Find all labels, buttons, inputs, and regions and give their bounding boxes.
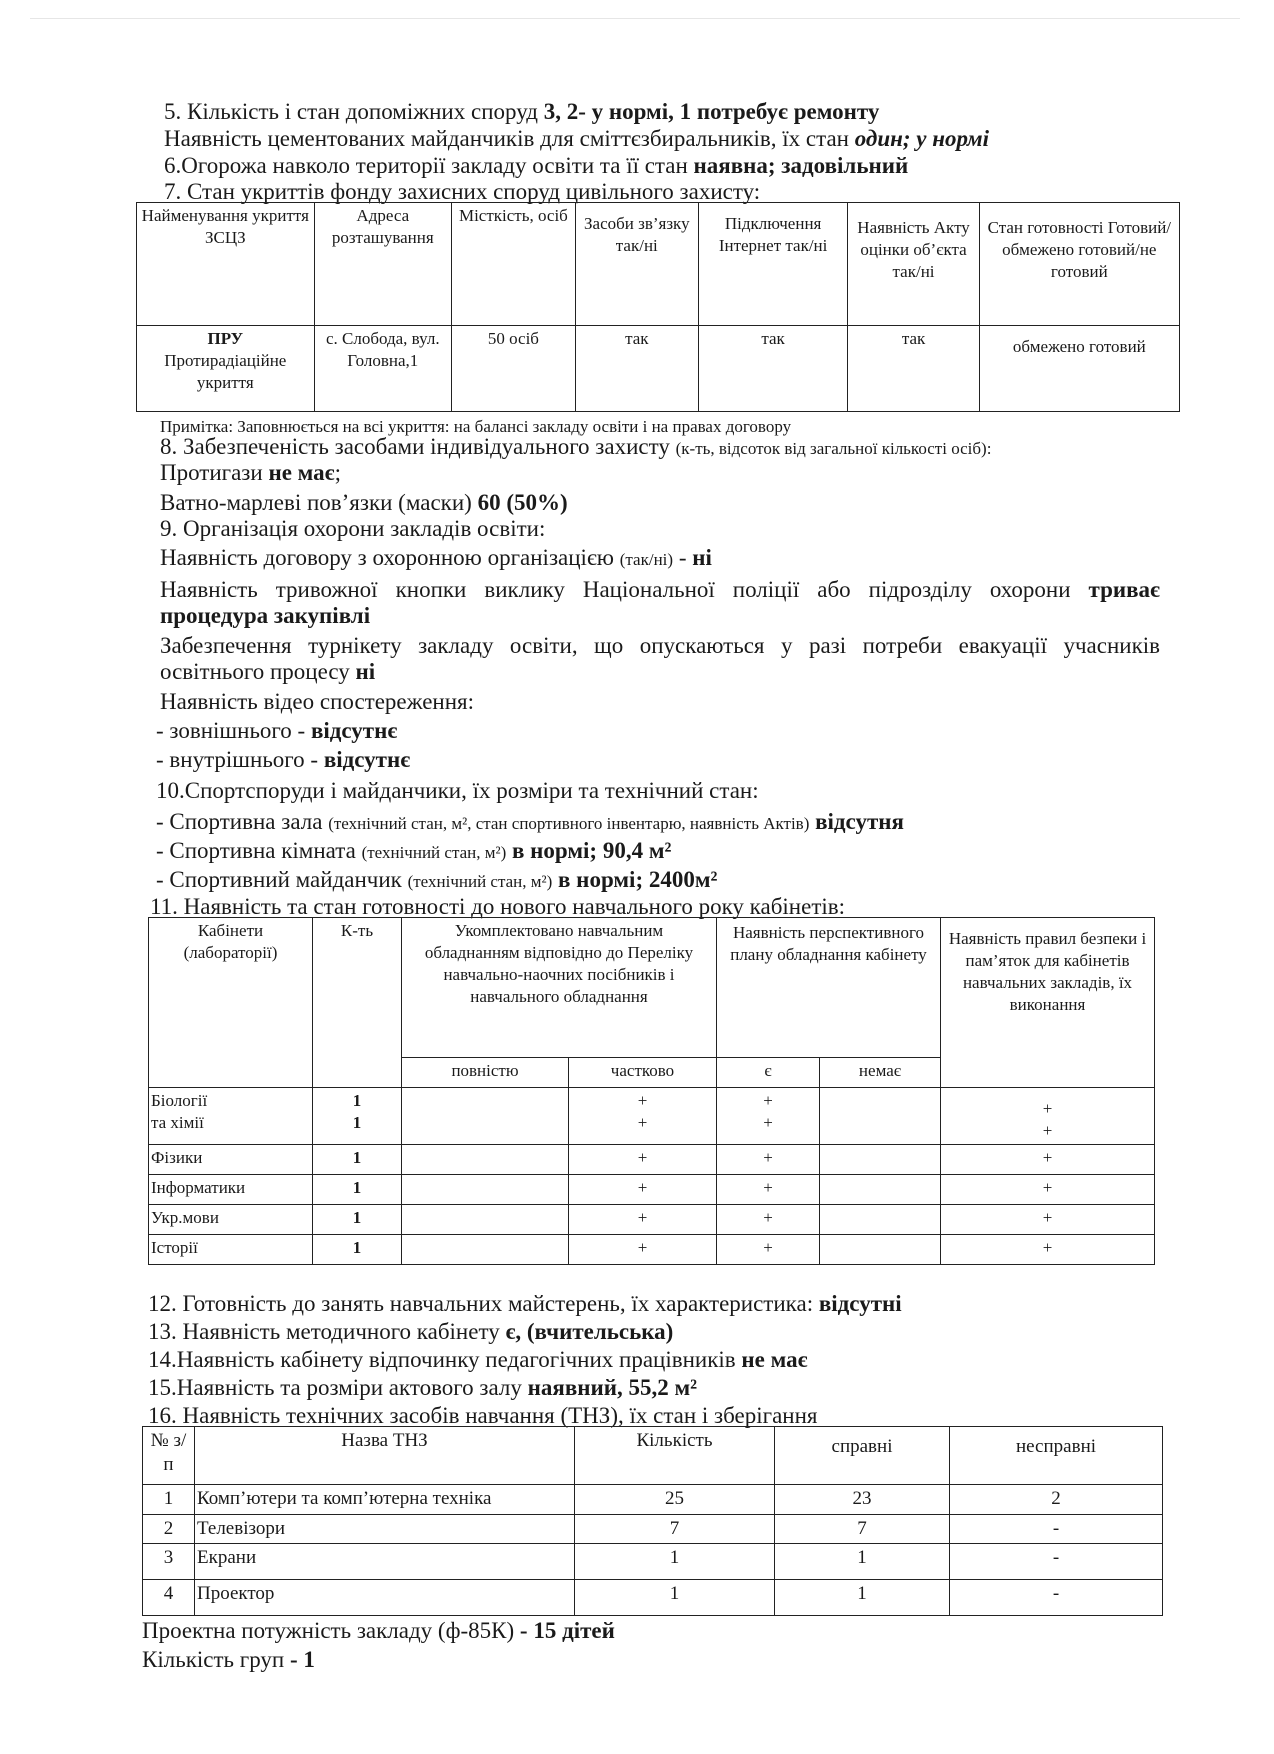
security-heading: 9. Організація охорони закладів освіти:: [160, 516, 546, 541]
cab-name: Історії: [149, 1235, 313, 1265]
table-row: [143, 1515, 1163, 1544]
shelter-h-name: Найменування укриття ЗСЦЗ: [137, 203, 315, 326]
shelter-h-capacity: Місткість, осіб: [451, 203, 575, 326]
tnz-bad: -: [950, 1544, 1163, 1580]
alarm-line-2: процедура закупівлі: [160, 603, 371, 628]
sport-room-line: - Спортивна кімната (технічний стан, м²) в нормі; 90,4 м²: [156, 838, 672, 863]
table-row: [149, 1175, 1155, 1205]
shelter-status: обмежено готовий: [979, 326, 1179, 412]
alarm-line: Наявність тривожної кнопки виклику Національної поліції або підрозділу охорони триває: [160, 577, 1160, 602]
cab-rules: +: [941, 1145, 1155, 1175]
tnz-ok: 23: [775, 1485, 950, 1515]
table-row: [149, 1145, 1155, 1175]
ppe-heading: 8. Забезпеченість засобами індивідуального захисту (к-ть, відсоток від загальної кількості осіб):: [160, 434, 992, 459]
shelter-h-act: Наявність Акту оцінки об’єкта так/ні: [848, 203, 979, 326]
tnz-qty: 1: [575, 1580, 775, 1616]
cab-full: [402, 1145, 569, 1175]
workshops-line: 12. Готовність до занять навчальних майстерень, їх характеристика: відсутні: [148, 1291, 902, 1316]
tnz-name: Екрани: [195, 1544, 575, 1580]
tnz-heading: 16. Наявність технічних засобів навчання (ТНЗ), їх стан і зберігання: [148, 1403, 818, 1428]
cabinets-table: [148, 917, 1155, 1265]
cab-rules: +: [941, 1175, 1155, 1205]
cab-part: +: [569, 1235, 717, 1265]
cab-name: Укр.мови: [149, 1205, 313, 1235]
cab-count: 1: [313, 1145, 402, 1175]
capacity-line: Проектна потужність закладу (ф-85К) - 15 дітей: [142, 1618, 615, 1643]
shelter-h-status: Стан готовності Готовий/обмежено готовий/не готовий: [979, 203, 1179, 326]
tnz-number: 3: [143, 1544, 195, 1580]
cab-h-plan: Наявність перспективного плану обладнання кабінету: [717, 918, 941, 1058]
cab-part: + +: [569, 1088, 717, 1145]
cab-yes: +: [717, 1205, 820, 1235]
cab-h-name: Кабінети (лабораторії): [149, 918, 313, 1088]
cab-yes: +: [717, 1235, 820, 1265]
cab-h-part: частково: [569, 1058, 717, 1088]
sports-heading: 10.Спортспоруди і майданчики, їх розміри та технічний стан:: [156, 778, 759, 803]
shelter-address: с. Слобода, вул. Головна,1: [314, 326, 451, 412]
cab-no: [820, 1175, 941, 1205]
cab-full: [402, 1205, 569, 1235]
cab-name: Біології та хімії: [149, 1088, 313, 1145]
cab-part: +: [569, 1205, 717, 1235]
aux-buildings-line: 5. Кількість і стан допоміжних споруд 3, 2- у нормі, 1 потребує ремонту: [164, 99, 880, 124]
cab-h-yes: є: [717, 1058, 820, 1088]
groups-line: Кількість груп - 1: [142, 1647, 315, 1672]
shelter-row: [137, 326, 1180, 412]
fence-line: 6.Огорожа навколо території закладу освіти та її стан наявна; задовільний: [164, 153, 909, 178]
security-contract-line: Наявність договору з охоронною організацією (так/ні) - ні: [160, 545, 712, 570]
cab-h-rules: Наявність правил безпеки і пам’яток для кабінетів навчальних закладів, їх виконання: [941, 918, 1155, 1088]
cab-part: +: [569, 1145, 717, 1175]
tnz-bad: -: [950, 1580, 1163, 1616]
tnz-bad: 2: [950, 1485, 1163, 1515]
tnz-header-row: [143, 1427, 1163, 1485]
shelter-comm: так: [575, 326, 698, 412]
cab-full: [402, 1088, 569, 1145]
note-line: Примітка: Заповнюється на всі укриття: на балансі закладу освіти і на правах договору: [160, 417, 792, 436]
table-row: [143, 1580, 1163, 1616]
shelter-name: ПРУ Протирадіаційне укриття: [137, 326, 315, 412]
table-row: [149, 1235, 1155, 1265]
cab-h-equip: Укомплектовано навчальним обладнанням відповідно до Переліку навчально-наочних посібників і навчального обладнання: [402, 918, 717, 1058]
sport-field-line: - Спортивний майданчик (технічний стан, м²) в нормі; 2400м²: [156, 867, 718, 892]
tnz-name: Телевізори: [195, 1515, 575, 1544]
tnz-h-number: № з/п: [143, 1427, 195, 1485]
cab-h-no: немає: [820, 1058, 941, 1088]
tnz-bad: -: [950, 1515, 1163, 1544]
shelter-capacity: 50 осіб: [451, 326, 575, 412]
cab-no: [820, 1145, 941, 1175]
cab-yes: +: [717, 1145, 820, 1175]
gas-masks-line: Протигази не має;: [160, 460, 342, 485]
gym-line: - Спортивна зала (технічний стан, м², стан спортивного інвентарю, наявність Актів) відсутня: [156, 809, 904, 834]
tnz-name: Комп’ютери та комп’ютерна техніка: [195, 1485, 575, 1515]
shelter-table: [136, 202, 1180, 412]
tnz-ok: 1: [775, 1544, 950, 1580]
cab-h-count: К-ть: [313, 918, 402, 1088]
tnz-h-ok: справні: [775, 1427, 950, 1485]
tnz-qty: 25: [575, 1485, 775, 1515]
cab-no: [820, 1205, 941, 1235]
cabinets-header-row: [149, 918, 1155, 1058]
turnstile-line: Забезпечення турнікету закладу освіти, що опускаються у разі потреби евакуації учасників: [160, 633, 1160, 658]
shelter-h-internet: Підключення Інтернет так/ні: [698, 203, 848, 326]
cab-count: 1 1: [313, 1088, 402, 1145]
tnz-name: Проектор: [195, 1580, 575, 1616]
cab-count: 1: [313, 1175, 402, 1205]
shelter-h-comm: Засоби зв’язку так/ні: [575, 203, 698, 326]
shelter-heading: 7. Стан укриттів фонду захисних споруд цивільного захисту:: [164, 179, 761, 204]
tnz-number: 1: [143, 1485, 195, 1515]
cab-full: [402, 1175, 569, 1205]
table-row: [143, 1544, 1163, 1580]
cab-name: Фізики: [149, 1145, 313, 1175]
methodical-line: 13. Наявність методичного кабінету є, (вчительська): [148, 1319, 674, 1344]
cab-rules: +: [941, 1235, 1155, 1265]
tnz-number: 4: [143, 1580, 195, 1616]
tnz-table: [142, 1426, 1163, 1616]
table-row: [149, 1205, 1155, 1235]
tnz-qty: 1: [575, 1544, 775, 1580]
shelter-h-address: Адреса розташування: [314, 203, 451, 326]
tnz-h-name: Назва ТНЗ: [195, 1427, 575, 1485]
scan-edge-line: [30, 18, 1240, 19]
cab-rules: +: [941, 1205, 1155, 1235]
tnz-h-qty: Кількість: [575, 1427, 775, 1485]
cab-count: 1: [313, 1205, 402, 1235]
assembly-hall-line: 15.Наявність та розміри актового залу наявний, 55,2 м²: [148, 1375, 698, 1400]
video-internal-line: - внутрішнього - відсутнє: [156, 747, 411, 772]
cab-h-full: повністю: [402, 1058, 569, 1088]
shelter-header-row: [137, 203, 1180, 326]
tnz-ok: 1: [775, 1580, 950, 1616]
gauze-masks-line: Ватно-марлеві пов’язки (маски) 60 (50%): [160, 490, 568, 515]
cab-yes: + +: [717, 1088, 820, 1145]
video-external-line: - зовнішнього - відсутнє: [156, 718, 398, 743]
cab-full: [402, 1235, 569, 1265]
cab-part: +: [569, 1175, 717, 1205]
video-heading: Наявність відео спостереження:: [160, 689, 475, 714]
table-row: [143, 1485, 1163, 1515]
tnz-ok: 7: [775, 1515, 950, 1544]
tnz-qty: 7: [575, 1515, 775, 1544]
shelter-act: так: [848, 326, 979, 412]
cab-name: Інформатики: [149, 1175, 313, 1205]
cement-areas-line: Наявність цементованих майданчиків для сміттєзбиральників, їх стан один; у нормі: [164, 126, 990, 151]
cab-yes: +: [717, 1175, 820, 1205]
cab-count: 1: [313, 1235, 402, 1265]
tnz-number: 2: [143, 1515, 195, 1544]
cab-rules: + +: [941, 1088, 1155, 1145]
table-row: [149, 1088, 1155, 1145]
cabinets-heading: 11. Наявність та стан готовності до нового навчального року кабінетів:: [150, 894, 846, 919]
cab-no: [820, 1235, 941, 1265]
tnz-h-bad: несправні: [950, 1427, 1163, 1485]
turnstile-line-2: освітнього процесу ні: [160, 659, 376, 684]
cab-no: [820, 1088, 941, 1145]
rest-room-line: 14.Наявність кабінету відпочинку педагогічних працівників не має: [148, 1347, 808, 1372]
shelter-internet: так: [698, 326, 848, 412]
